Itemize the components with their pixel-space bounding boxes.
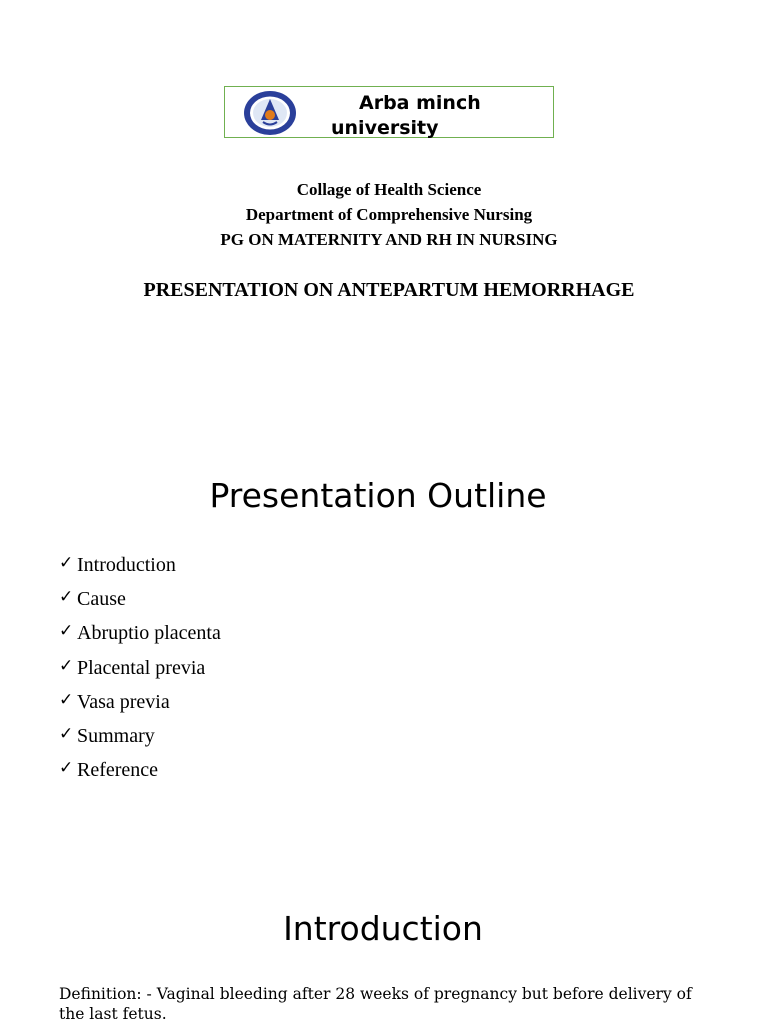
program-name: PG ON MATERNITY AND RH IN NURSING [220,230,558,249]
outline-item-label: Abruptio placenta [77,622,221,645]
affiliation-block [0,177,768,252]
outline-item [59,684,221,718]
outline-item [59,718,221,752]
checkmark-icon: ✓ [59,621,74,642]
outline-item [59,547,221,581]
outline-heading: Presentation Outline [209,476,547,515]
university-name-line1: Arba minch [359,92,481,114]
university-name-line2: university [331,117,439,139]
department-name: Department of Comprehensive Nursing [245,205,533,224]
outline-list [59,547,221,786]
presentation-title: PRESENTATION ON ANTEPARTUM HEMORRHAGE [143,279,635,301]
college-name: Collage of Health Science [296,180,482,199]
university-name [331,91,531,141]
university-seal-icon [243,90,297,136]
outline-item-label: Placental previa [77,656,206,679]
checkmark-icon: ✓ [59,758,74,779]
outline-item-label: Summary [77,725,155,748]
outline-item [59,752,221,786]
definition-text: Definition: - Vaginal bleeding after 28 weeks of pregnancy but before delivery of the last fetus. [59,985,692,1023]
checkmark-icon: ✓ [59,553,74,573]
university-header [224,86,554,138]
outline-item [59,650,221,684]
checkmark-icon: ✓ [59,689,74,710]
checkmark-icon: ✓ [59,587,74,608]
outline-item-label: Reference [77,759,159,782]
outline-item-label: Introduction [77,554,176,576]
outline-item [59,581,221,615]
checkmark-icon: ✓ [59,724,74,745]
outline-item-label: Cause [77,588,126,611]
checkmark-icon: ✓ [59,655,74,676]
outline-item-label: Vasa previa [77,690,170,713]
outline-item [59,615,221,649]
introduction-heading: Introduction [283,909,483,948]
